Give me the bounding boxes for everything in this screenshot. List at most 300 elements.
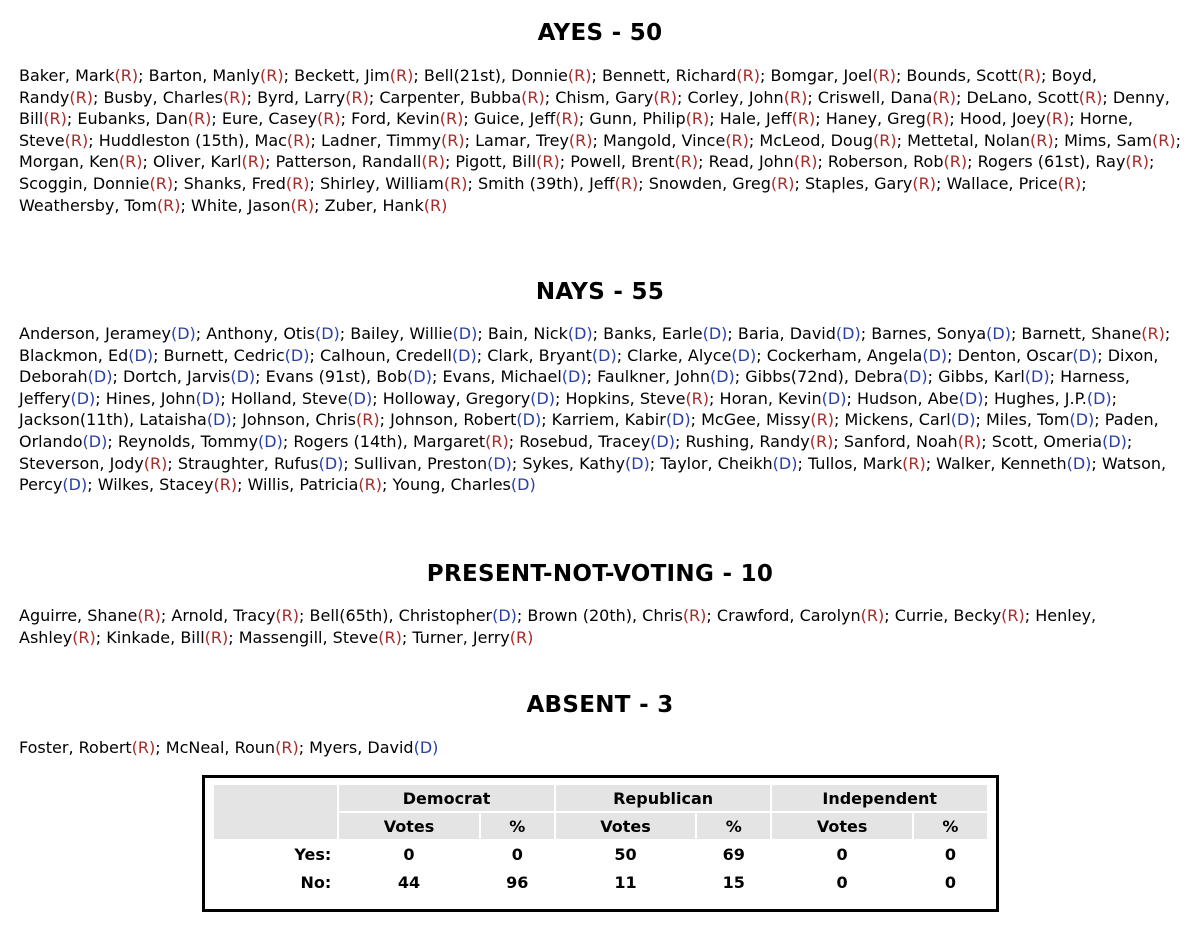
member-entry bbox=[149, 66, 284, 85]
party-tag-republican: (R) bbox=[137, 606, 161, 625]
member-entry bbox=[960, 109, 1069, 128]
member-entry bbox=[19, 66, 138, 85]
member-name: Crawford, Carolyn bbox=[716, 606, 861, 625]
party-tag-democrat: (D) bbox=[314, 324, 340, 343]
member-entry bbox=[488, 324, 593, 343]
party-tag-republican: (R) bbox=[872, 66, 896, 85]
party-tag-democrat: (D) bbox=[1102, 431, 1127, 451]
member-entry bbox=[487, 346, 617, 365]
member-name: Watson, Percy bbox=[19, 453, 1167, 495]
member-name: Gibbs(72nd), Debra bbox=[745, 367, 903, 387]
member-name: Rosebud, Tracey bbox=[519, 431, 651, 451]
member-entry bbox=[310, 606, 517, 625]
member-name: Currie, Becky bbox=[894, 606, 1002, 625]
party-tag-democrat: (D) bbox=[1024, 367, 1050, 387]
member-entry bbox=[720, 389, 847, 408]
member-entry bbox=[19, 174, 173, 193]
member-entry bbox=[907, 131, 1054, 150]
member-entry bbox=[589, 109, 709, 128]
party-tag-democrat: (D) bbox=[284, 345, 310, 365]
member-name: Harness, Jeffery bbox=[19, 367, 1130, 408]
member-name: Jackson(11th), Lataisha bbox=[19, 410, 207, 430]
member-name: Barton, Manly bbox=[148, 66, 261, 85]
member-name: Barnes, Sonya bbox=[871, 324, 987, 343]
member-name: Horan, Kevin bbox=[719, 388, 822, 408]
member-entry bbox=[19, 152, 142, 171]
party-tag-republican: (R) bbox=[285, 173, 310, 193]
subheader-cell: Votes bbox=[772, 813, 911, 839]
party-tag-republican: (R) bbox=[682, 606, 707, 625]
member-entry bbox=[701, 410, 834, 429]
member-name: Baria, David bbox=[737, 324, 836, 343]
member-name: DeLano, Scott bbox=[966, 87, 1079, 107]
absent-heading: ABSENT - 3 bbox=[526, 692, 674, 718]
value-cell: 50 bbox=[614, 844, 637, 864]
member-name: McLeod, Doug bbox=[759, 130, 874, 150]
member-name: Rogers (61st), Ray bbox=[977, 152, 1126, 172]
member-entry bbox=[805, 174, 936, 193]
party-tag-republican: (R) bbox=[223, 87, 247, 107]
member-name: Tullos, Mark bbox=[807, 453, 903, 473]
member-name: Sykes, Kathy bbox=[522, 453, 625, 473]
party-tag-republican: (R) bbox=[725, 130, 749, 150]
member-entry bbox=[77, 109, 211, 128]
member-name: Faulkner, John bbox=[597, 367, 710, 387]
party-tag-republican: (R) bbox=[143, 453, 168, 473]
member-entry bbox=[19, 196, 181, 215]
member-entry bbox=[857, 389, 984, 408]
party-tag-democrat: (D) bbox=[413, 738, 439, 757]
party-tag-republican: (R) bbox=[568, 130, 593, 150]
member-name: Chism, Gary bbox=[555, 87, 654, 107]
party-tag-democrat: (D) bbox=[206, 410, 232, 430]
member-name: Arnold, Tracy bbox=[171, 606, 276, 625]
member-entry bbox=[19, 454, 167, 473]
party-tag-republican: (R) bbox=[275, 738, 299, 757]
member-entry bbox=[294, 66, 413, 85]
member-entry bbox=[248, 475, 382, 494]
member-entry bbox=[309, 738, 438, 757]
member-name: Bomgar, Joel bbox=[770, 66, 873, 85]
party-tag-republican: (R) bbox=[439, 109, 464, 129]
member-name: Bailey, Willie bbox=[350, 324, 453, 343]
member-entry bbox=[424, 66, 592, 85]
party-tag-republican: (R) bbox=[64, 130, 89, 150]
party-tag-republican: (R) bbox=[43, 109, 67, 129]
member-name: Roberson, Rob bbox=[827, 152, 944, 172]
party-tag-republican: (R) bbox=[912, 173, 936, 193]
member-name: Scoggin, Donnie bbox=[19, 173, 150, 193]
member-name: Corley, John bbox=[687, 87, 784, 107]
member-entry bbox=[660, 454, 797, 473]
member-name: Evans (91st), Bob bbox=[265, 367, 408, 387]
member-entry bbox=[351, 109, 463, 128]
member-name: Carpenter, Bubba bbox=[379, 87, 522, 107]
subheader-cell: % bbox=[481, 813, 554, 839]
party-tag-democrat: (D) bbox=[452, 324, 478, 343]
ayes-heading: AYES - 50 bbox=[537, 20, 663, 46]
party-tag-democrat: (D) bbox=[510, 475, 536, 495]
party-tag-republican: (R) bbox=[260, 66, 284, 85]
member-name: Young, Charles bbox=[392, 475, 511, 495]
party-tag-republican: (R) bbox=[925, 109, 950, 129]
value-cell: 0 bbox=[836, 872, 848, 892]
party-tag-republican: (R) bbox=[509, 627, 534, 647]
member-entry bbox=[153, 152, 265, 171]
party-tag-republican: (R) bbox=[809, 431, 834, 451]
party-tag-republican: (R) bbox=[674, 152, 699, 172]
member-name: Steverson, Jody bbox=[19, 453, 144, 473]
party-tag-democrat: (D) bbox=[1069, 410, 1095, 430]
member-name: Bell(65th), Christopher bbox=[309, 606, 493, 625]
party-header-independent: Independent bbox=[772, 785, 987, 811]
member-entry bbox=[745, 367, 927, 386]
party-tag-republican: (R) bbox=[485, 431, 509, 451]
party-tag-democrat: (D) bbox=[347, 388, 373, 408]
member-name: Wilkes, Stacey bbox=[97, 475, 214, 495]
member-name: Snowden, Greg bbox=[648, 173, 771, 193]
member-name: Walker, Kenneth bbox=[936, 453, 1067, 473]
member-name: Shanks, Fred bbox=[183, 173, 286, 193]
value-cell: 0 bbox=[944, 872, 956, 892]
party-tag-republican: (R) bbox=[317, 109, 341, 129]
member-entry bbox=[123, 367, 255, 386]
member-name: Clark, Bryant bbox=[487, 345, 592, 365]
member-name: Patterson, Randall bbox=[275, 152, 422, 172]
member-entry bbox=[184, 174, 310, 193]
member-entry bbox=[455, 152, 559, 171]
member-name: Dixon, Deborah bbox=[19, 345, 1159, 387]
party-tag-democrat: (D) bbox=[835, 324, 861, 343]
member-name: Beckett, Jim bbox=[294, 66, 390, 85]
party-tag-republican: (R) bbox=[443, 173, 468, 193]
party-tag-republican: (R) bbox=[156, 195, 181, 215]
member-entry bbox=[685, 432, 833, 451]
member-entry bbox=[106, 628, 228, 647]
member-name: Guice, Jeff bbox=[473, 109, 556, 129]
member-name: Gunn, Philip bbox=[589, 109, 686, 129]
nays-heading: NAYS - 55 bbox=[535, 279, 665, 305]
member-entry bbox=[826, 109, 950, 128]
member-entry bbox=[767, 346, 947, 365]
member-name: Shirley, William bbox=[319, 173, 444, 193]
member-entry bbox=[393, 475, 536, 494]
member-entry bbox=[603, 324, 727, 343]
party-tag-democrat: (D) bbox=[318, 453, 344, 473]
member-entry bbox=[844, 432, 981, 451]
member-entry bbox=[442, 367, 586, 386]
member-name: Straughter, Rufus bbox=[177, 453, 319, 473]
party-tag-republican: (R) bbox=[275, 606, 300, 625]
party-tag-democrat: (D) bbox=[702, 324, 728, 343]
member-name: Byrd, Larry bbox=[257, 87, 346, 107]
value-cell: 15 bbox=[722, 872, 745, 892]
party-tag-republican: (R) bbox=[1045, 109, 1070, 129]
row-label: Yes: bbox=[294, 844, 332, 864]
member-name: Kinkade, Bill bbox=[106, 627, 205, 647]
member-name: Mims, Sam bbox=[1064, 130, 1152, 150]
member-name: Ford, Kevin bbox=[351, 109, 440, 129]
party-tag-republican: (R) bbox=[793, 152, 818, 172]
party-tag-republican: (R) bbox=[685, 109, 710, 129]
member-entry bbox=[828, 152, 967, 171]
party-tag-republican: (R) bbox=[441, 130, 465, 150]
value-cell: 0 bbox=[836, 844, 848, 864]
member-name: White, Jason bbox=[191, 195, 291, 215]
member-entry bbox=[171, 606, 299, 625]
corner-cell bbox=[214, 785, 337, 839]
member-name: Mickens, Carl bbox=[844, 410, 951, 430]
member-name: Dortch, Jarvis bbox=[122, 367, 231, 387]
party-tag-republican: (R) bbox=[69, 87, 93, 107]
member-name: Zuber, Hank bbox=[324, 195, 424, 215]
member-entry bbox=[354, 454, 512, 473]
party-header-democrat: Democrat bbox=[339, 785, 554, 811]
member-name: Anthony, Otis bbox=[206, 324, 315, 343]
member-entry bbox=[222, 109, 341, 128]
party-tag-republican: (R) bbox=[902, 453, 926, 473]
party-tag-republican: (R) bbox=[873, 130, 897, 150]
vote-summary-table-frame bbox=[202, 775, 999, 912]
member-entry bbox=[938, 367, 1050, 386]
member-entry bbox=[383, 389, 555, 408]
party-tag-republican: (R) bbox=[736, 66, 760, 85]
party-tag-republican: (R) bbox=[421, 152, 445, 172]
member-name: Mettetal, Nolan bbox=[907, 130, 1030, 150]
member-entry bbox=[19, 606, 161, 625]
member-name: Scott, Omeria bbox=[991, 431, 1103, 451]
member-entry bbox=[478, 174, 638, 193]
member-name: Anderson, Jeramey bbox=[19, 324, 171, 343]
member-entry bbox=[986, 410, 1094, 429]
member-name: Boyd, Randy bbox=[19, 66, 1097, 107]
party-tag-republican: (R) bbox=[932, 87, 956, 107]
party-tag-republican: (R) bbox=[114, 66, 139, 85]
party-tag-democrat: (D) bbox=[451, 345, 477, 365]
member-entry bbox=[770, 66, 895, 85]
member-name: Turner, Jerry bbox=[412, 627, 510, 647]
party-header-row bbox=[214, 785, 987, 811]
member-name: Criswell, Dana bbox=[817, 87, 933, 107]
member-name: Oliver, Karl bbox=[152, 152, 242, 172]
member-entry bbox=[717, 606, 884, 625]
party-tag-democrat: (D) bbox=[986, 324, 1011, 343]
party-tag-republican: (R) bbox=[555, 109, 579, 129]
member-entry bbox=[738, 324, 861, 343]
member-entry bbox=[166, 738, 299, 757]
value-cell: 0 bbox=[403, 844, 415, 864]
member-entry bbox=[602, 66, 760, 85]
party-tag-republican: (R) bbox=[423, 195, 448, 215]
party-tag-republican: (R) bbox=[345, 87, 369, 107]
present-not-voting-member-list: Aguirre, Shane(R); Arnold, Tracy(R); Bell(65th), Christopher(D); Brown (20th), Chris(R); Crawford, Carolyn(R); Currie, Becky(R); Henley, Ashley(R); Kinkade, Bill(R); Massengill, Steve(R); Turner, Jerry(R) bbox=[19, 606, 1097, 647]
member-entry bbox=[522, 454, 649, 473]
member-entry bbox=[242, 410, 380, 429]
member-name: Busby, Charles bbox=[103, 87, 224, 107]
party-tag-republican: (R) bbox=[567, 66, 592, 85]
member-name: Wallace, Price bbox=[946, 173, 1058, 193]
party-tag-republican: (R) bbox=[1057, 173, 1082, 193]
member-name: McGee, Missy bbox=[701, 410, 811, 430]
member-entry bbox=[293, 432, 508, 451]
row-label: No: bbox=[300, 872, 332, 892]
member-entry bbox=[412, 628, 533, 647]
member-entry bbox=[206, 324, 340, 343]
subheader-cell: % bbox=[697, 813, 770, 839]
party-tag-democrat: (D) bbox=[62, 475, 88, 495]
member-name: Johnson, Robert bbox=[390, 410, 517, 430]
member-entry bbox=[566, 389, 710, 408]
member-entry bbox=[474, 109, 579, 128]
party-tag-republican: (R) bbox=[1001, 606, 1025, 625]
party-tag-democrat: (D) bbox=[650, 431, 675, 451]
party-tag-democrat: (D) bbox=[87, 367, 113, 387]
party-tag-republican: (R) bbox=[1151, 130, 1176, 150]
member-name: Holloway, Gregory bbox=[382, 388, 531, 408]
member-entry bbox=[946, 174, 1081, 193]
party-tag-republican: (R) bbox=[860, 606, 885, 625]
party-tag-democrat: (D) bbox=[731, 345, 757, 365]
subheader-cell: Votes bbox=[556, 813, 695, 839]
member-name: Lamar, Trey bbox=[475, 130, 569, 150]
member-entry bbox=[475, 131, 592, 150]
member-name: Smith (39th), Jeff bbox=[477, 173, 615, 193]
party-tag-democrat: (D) bbox=[709, 367, 735, 387]
member-name: Holland, Steve bbox=[230, 388, 348, 408]
party-tag-democrat: (D) bbox=[1066, 453, 1092, 473]
party-tag-republican: (R) bbox=[685, 388, 710, 408]
party-tag-republican: (R) bbox=[791, 109, 816, 129]
member-name: Blackmon, Ed bbox=[19, 345, 129, 365]
party-tag-republican: (R) bbox=[521, 87, 545, 107]
party-tag-democrat: (D) bbox=[821, 388, 847, 408]
party-tag-republican: (R) bbox=[72, 627, 96, 647]
member-entry bbox=[552, 410, 691, 429]
party-tag-republican: (R) bbox=[810, 410, 834, 430]
member-name: Rogers (14th), Margaret bbox=[293, 431, 486, 451]
member-name: Ladner, Timmy bbox=[321, 130, 441, 150]
party-header-republican: Republican bbox=[556, 785, 771, 811]
member-name: Aguirre, Shane bbox=[19, 606, 138, 625]
party-tag-republican: (R) bbox=[957, 431, 982, 451]
member-entry bbox=[958, 346, 1098, 365]
member-entry bbox=[103, 88, 246, 107]
party-tag-democrat: (D) bbox=[258, 431, 283, 451]
member-name: Eure, Casey bbox=[221, 109, 318, 129]
member-entry bbox=[978, 152, 1149, 171]
member-entry bbox=[597, 367, 735, 386]
member-name: Burnett, Cedric bbox=[163, 345, 285, 365]
member-name: Reynolds, Tommy bbox=[117, 431, 259, 451]
member-entry bbox=[627, 346, 756, 365]
party-tag-democrat: (D) bbox=[561, 367, 587, 387]
vote-summary-table bbox=[212, 783, 989, 897]
party-tag-republican: (R) bbox=[204, 627, 229, 647]
member-name: Calhoun, Credell bbox=[319, 345, 452, 365]
party-tag-democrat: (D) bbox=[530, 388, 556, 408]
member-name: Cockerham, Angela bbox=[766, 345, 923, 365]
subheader-cell: Votes bbox=[339, 813, 478, 839]
party-tag-democrat: (D) bbox=[591, 345, 617, 365]
party-tag-republican: (R) bbox=[149, 173, 174, 193]
member-entry bbox=[266, 367, 432, 386]
yes-row bbox=[214, 841, 987, 867]
member-name: Powell, Brent bbox=[570, 152, 675, 172]
member-name: Banks, Earle bbox=[603, 324, 703, 343]
party-tag-republican: (R) bbox=[286, 130, 311, 150]
member-entry bbox=[350, 324, 477, 343]
party-tag-democrat: (D) bbox=[82, 431, 108, 451]
member-entry bbox=[320, 346, 477, 365]
party-tag-democrat: (D) bbox=[128, 345, 154, 365]
party-tag-republican: (R) bbox=[118, 152, 143, 172]
member-name: Johnson, Chris bbox=[242, 410, 357, 430]
member-name: Barnett, Shane bbox=[1021, 324, 1142, 343]
absent-member-list: Foster, Robert(R); McNeal, Roun(R); Myers, David(D) bbox=[19, 738, 439, 757]
party-tag-democrat: (D) bbox=[170, 324, 196, 343]
member-entry bbox=[720, 109, 816, 128]
member-entry bbox=[519, 432, 675, 451]
member-name: Read, John bbox=[708, 152, 794, 172]
party-tag-republican: (R) bbox=[770, 173, 795, 193]
member-name: Hale, Jeff bbox=[719, 109, 792, 129]
member-entry bbox=[99, 131, 311, 150]
party-tag-republican: (R) bbox=[389, 66, 414, 85]
member-name: Evans, Michael bbox=[442, 367, 562, 387]
member-entry bbox=[808, 454, 926, 473]
member-entry bbox=[649, 174, 795, 193]
party-tag-democrat: (D) bbox=[772, 453, 798, 473]
party-tag-democrat: (D) bbox=[1086, 388, 1112, 408]
member-entry bbox=[320, 174, 468, 193]
member-entry bbox=[555, 88, 677, 107]
member-name: Miles, Tom bbox=[985, 410, 1070, 430]
member-name: Bennett, Richard bbox=[601, 66, 737, 85]
member-name: Horne, Steve bbox=[19, 109, 1133, 150]
member-name: Clarke, Alyce bbox=[627, 345, 732, 365]
member-name: Haney, Greg bbox=[825, 109, 926, 129]
member-entry bbox=[906, 66, 1041, 85]
member-entry bbox=[1064, 131, 1176, 150]
party-tag-republican: (R) bbox=[943, 152, 968, 172]
member-entry bbox=[98, 475, 237, 494]
member-name: Mangold, Vince bbox=[603, 130, 726, 150]
value-cell: 0 bbox=[511, 844, 523, 864]
member-name: Gibbs, Karl bbox=[938, 367, 1025, 387]
party-tag-democrat: (D) bbox=[195, 388, 221, 408]
member-entry bbox=[19, 324, 196, 343]
member-name: Bounds, Scott bbox=[906, 66, 1018, 85]
party-tag-democrat: (D) bbox=[516, 410, 542, 430]
party-tag-democrat: (D) bbox=[70, 388, 96, 408]
member-entry bbox=[687, 88, 807, 107]
party-tag-democrat: (D) bbox=[1072, 345, 1098, 365]
member-entry bbox=[19, 346, 153, 365]
member-entry bbox=[325, 196, 448, 215]
member-entry bbox=[527, 606, 706, 625]
member-entry bbox=[992, 432, 1127, 451]
member-name: Hudson, Abe bbox=[856, 388, 959, 408]
member-name: Henley, Ashley bbox=[19, 606, 1097, 647]
member-entry bbox=[1021, 324, 1164, 343]
party-tag-republican: (R) bbox=[241, 152, 266, 172]
member-name: Hopkins, Steve bbox=[565, 388, 686, 408]
member-entry bbox=[759, 131, 896, 150]
member-entry bbox=[379, 88, 544, 107]
member-name: Staples, Gary bbox=[804, 173, 913, 193]
party-tag-democrat: (D) bbox=[567, 324, 593, 343]
member-entry bbox=[936, 454, 1091, 473]
